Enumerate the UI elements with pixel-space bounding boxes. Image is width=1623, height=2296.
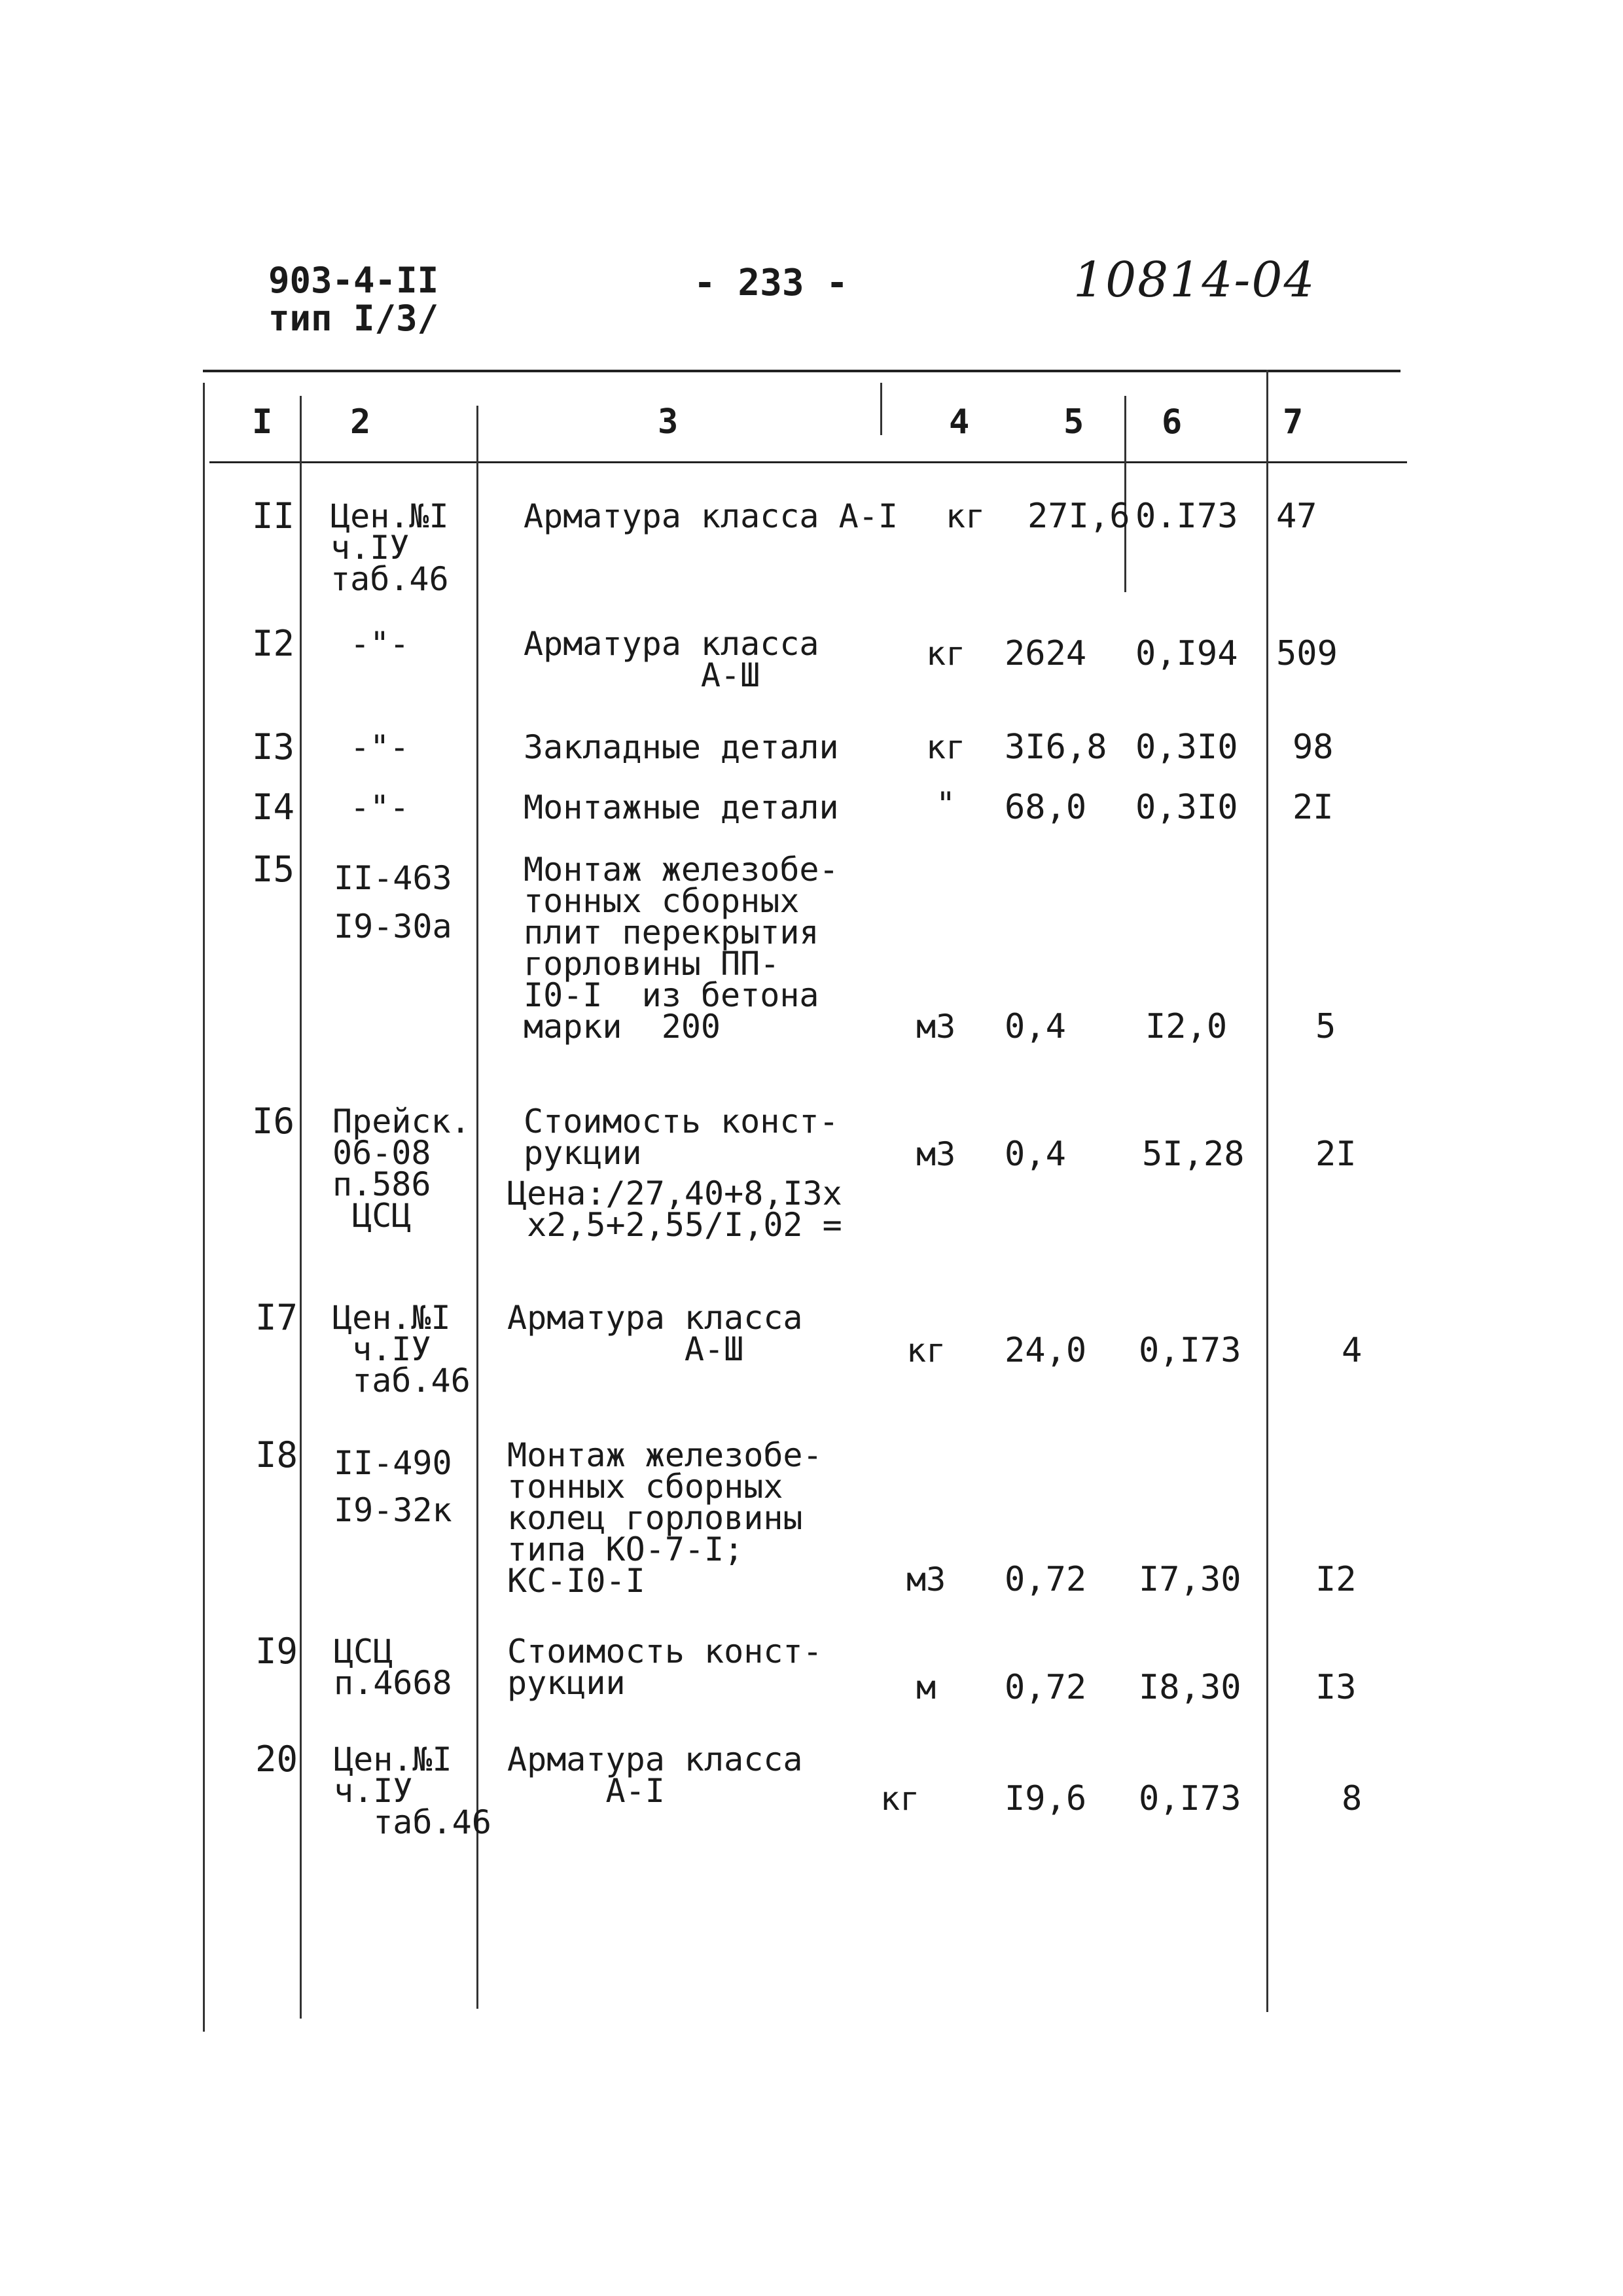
row-unit: м3 (916, 1008, 956, 1046)
row-price: 0,3I0 (1135, 728, 1238, 767)
row-price-formula: Цена:/27,40+8,I3х х2,5+2,55/I,02 = (507, 1174, 842, 1244)
column-header-2: 2 (350, 402, 371, 442)
row-total: 4 (1342, 1331, 1363, 1370)
row-total: 2I (1315, 1135, 1357, 1174)
row-reference: -"- (350, 625, 410, 663)
row-number: II (252, 495, 295, 537)
column-divider-3 (880, 383, 882, 435)
document-type: тип I/3/ (268, 298, 439, 339)
row-number: I3 (252, 726, 295, 768)
row-number: I6 (252, 1101, 295, 1142)
row-unit: " (936, 785, 956, 823)
row-total: I2 (1315, 1560, 1357, 1599)
handwritten-code: 10814-04 (1073, 252, 1316, 308)
row-quantity: 27I,6 (1027, 497, 1130, 536)
row-number: 20 (255, 1739, 298, 1780)
row-reference: II-490 I9-32к (334, 1444, 452, 1529)
row-unit: кг (926, 728, 966, 766)
column-divider-1 (300, 396, 302, 2019)
row-price: 5I,28 (1142, 1135, 1245, 1174)
row-unit: м3 (916, 1135, 956, 1173)
row-number: I5 (252, 849, 295, 890)
column-divider-5 (1266, 370, 1268, 2012)
row-price: I7,30 (1139, 1560, 1241, 1599)
row-reference: -"- (350, 788, 410, 826)
document-code: 903-4-II (268, 260, 439, 301)
row-description: Стоимость конст- рукции (507, 1633, 823, 1702)
row-price: 0,I94 (1135, 634, 1238, 673)
row-total: 47 (1276, 497, 1317, 536)
row-price: I8,30 (1139, 1668, 1241, 1707)
row-quantity: 3I6,8 (1005, 728, 1107, 767)
column-header-5: 5 (1063, 402, 1084, 442)
row-number: I9 (255, 1631, 298, 1672)
column-header-6: 6 (1162, 402, 1183, 442)
row-total: I3 (1315, 1668, 1357, 1707)
row-description: Монтаж железобе- тонных сборных плит перекрытия горловины ПП- I0-I из бетона марки 200 (524, 851, 839, 1046)
row-total: 5 (1315, 1007, 1336, 1046)
row-price: 0,I73 (1139, 1331, 1241, 1370)
row-price: I2,0 (1145, 1007, 1228, 1046)
row-quantity: 68,0 (1005, 788, 1087, 827)
row-unit: м (916, 1669, 936, 1706)
row-unit: кг (906, 1332, 946, 1369)
row-reference: Цен.№I ч.IУ таб.46 (334, 1740, 491, 1841)
table-left-border (203, 383, 205, 2032)
row-description: Монтажные детали (524, 788, 839, 826)
row-number: I7 (255, 1297, 298, 1338)
row-price: 0,3I0 (1135, 788, 1238, 827)
row-total: 509 (1276, 634, 1338, 673)
column-divider-4 (1124, 396, 1126, 592)
row-quantity: 0,4 (1005, 1007, 1066, 1046)
row-reference: II-463 I9-30а (334, 859, 452, 945)
document-header-left (268, 262, 438, 338)
row-number: I4 (252, 786, 295, 828)
row-unit: м3 (906, 1561, 946, 1598)
row-number: I8 (255, 1434, 298, 1475)
row-price: 0.I73 (1135, 497, 1238, 536)
column-header-7: 7 (1283, 402, 1304, 442)
column-header-4: 4 (949, 402, 970, 442)
row-quantity: 24,0 (1005, 1331, 1087, 1370)
row-quantity: I9,6 (1005, 1779, 1087, 1818)
row-description: Закладные детали (524, 728, 839, 766)
row-quantity: 0,72 (1005, 1560, 1087, 1599)
row-reference: ЦСЦ п.4668 (334, 1633, 452, 1702)
row-reference: Цен.№I ч.IУ таб.46 (332, 1299, 471, 1400)
row-unit: кг (880, 1780, 920, 1818)
row-reference: Цен.№I ч.IУ таб.46 (330, 497, 449, 598)
row-unit: кг (946, 497, 986, 535)
row-description: Арматура класса А-I (507, 1740, 803, 1810)
row-total: 8 (1342, 1779, 1363, 1818)
row-price: 0,I73 (1139, 1779, 1241, 1818)
page-number: - 233 - (694, 262, 849, 304)
row-description: Арматура класса А-Ш (507, 1299, 803, 1368)
row-total: 98 (1293, 728, 1334, 767)
row-number: I2 (252, 623, 295, 664)
header-bottom-rule (209, 461, 1407, 463)
row-description: Арматура класса А-I (524, 497, 898, 535)
table-top-rule (203, 370, 1400, 372)
row-reference: Прейск. 06-08 п.586 ЦСЦ (332, 1103, 471, 1235)
row-reference: -"- (350, 728, 410, 766)
row-description: Монтаж железобе- тонных сборных колец горловины типа КО-7-I; КС-I0-I (507, 1436, 823, 1600)
row-quantity: 0,4 (1005, 1135, 1066, 1174)
row-description: Арматура класса А-Ш (524, 625, 819, 694)
row-quantity: 2624 (1005, 634, 1087, 673)
column-header-1: I (252, 402, 273, 442)
row-unit: кг (926, 635, 966, 673)
row-description: Стоимость конст- рукции (524, 1103, 839, 1172)
column-header-3: 3 (658, 402, 679, 442)
row-total: 2I (1293, 788, 1334, 827)
row-quantity: 0,72 (1005, 1668, 1087, 1707)
